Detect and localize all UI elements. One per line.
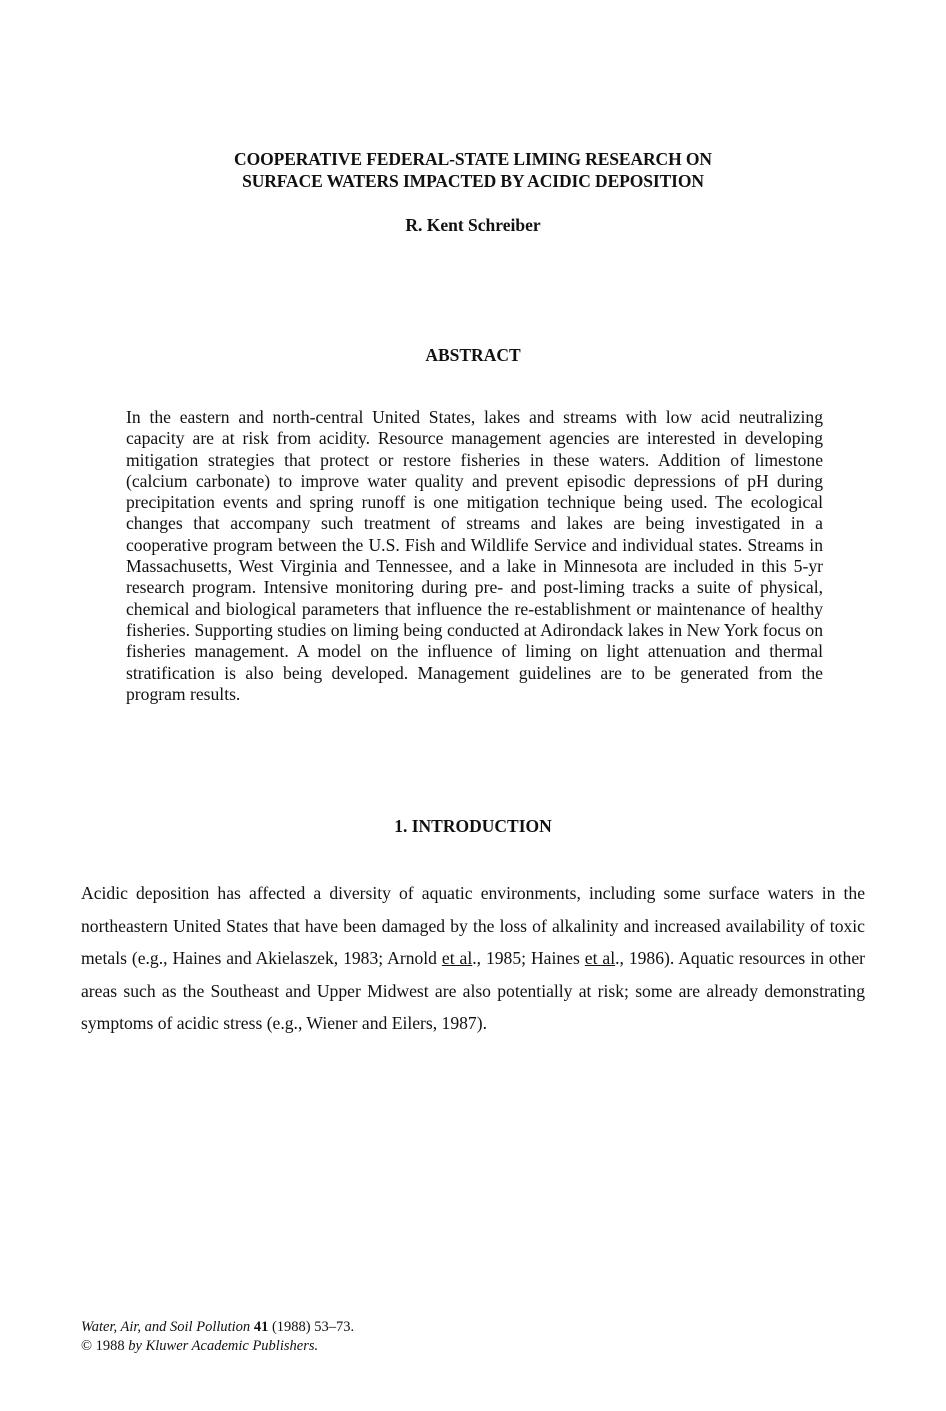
title-line-1: COOPERATIVE FEDERAL-STATE LIMING RESEARCH ON — [234, 149, 712, 169]
publisher-name: by Kluwer Academic Publishers. — [128, 1338, 319, 1354]
journal-citation-line — [81, 1318, 354, 1337]
citation-et-al-2: et al — [584, 948, 616, 968]
copyright-year: © 1988 — [81, 1338, 129, 1354]
introduction-paragraph — [81, 877, 865, 1040]
journal-name: Water, Air, and Soil Pollution — [81, 1319, 251, 1335]
intro-text-part-1: Acidic deposition has affected a diversity of aquatic environments, including some surface waters in the northeastern United States that have been damaged by the loss of alkalinity and increased availability of toxic metals (e.g., Haines and Akielaszek, 1983; Arnold — [81, 883, 865, 968]
copyright-line — [81, 1337, 354, 1356]
abstract-text: In the eastern and north-central United States, lakes and streams with low acid neutralizing capacity are at risk from acidity. Resource management agencies are interested in developing mitigation strategies that protect or restore fisheries in these waters. Addition of limestone (calcium carbonate) to improve water quality and prevent episodic depressions of pH during precipitation events and spring runoff is one mitigation technique being used. The ecological changes that accompany such treatment of streams and lakes are being investigated in a cooperative program between the U.S. Fish and Wildlife Service and individual states. Streams in Massachusetts, West Virginia and Tennessee, and a lake in Minnesota are included in this 5-yr research program. Intensive monitoring during pre- and post-liming tracks a suite of physical, chemical and biological parameters that influence the re-establishment or maintenance of healthy fisheries. Supporting studies on liming being conducted at Adirondack lakes in New York focus on fisheries management. A model on the influence of liming on light attenuation and thermal stratification is also being developed. Management guidelines are to be generated from the program results. — [126, 407, 823, 704]
introduction-heading: 1. INTRODUCTION — [394, 816, 552, 836]
intro-text-part-3: ., 1986). Aquatic resources in other areas such as the Southeast and Upper Midwest are also potentially at risk; some are already demonstrating symptoms of acidic stress (e.g., Wiener and Eilers, 1987). — [81, 948, 865, 1033]
intro-text-part-2: ., 1985; Haines — [472, 948, 585, 968]
title-line-2: SURFACE WATERS IMPACTED BY ACIDIC DEPOSITION — [242, 171, 704, 191]
paper-title — [0, 148, 946, 192]
author-name: R. Kent Schreiber — [405, 215, 541, 235]
citation-et-al-1: et al — [441, 948, 473, 968]
citation-footer — [81, 1318, 354, 1356]
journal-volume: 41 — [253, 1319, 269, 1335]
journal-pages: (1988) 53–73. — [268, 1319, 355, 1335]
abstract-heading: ABSTRACT — [425, 345, 521, 365]
